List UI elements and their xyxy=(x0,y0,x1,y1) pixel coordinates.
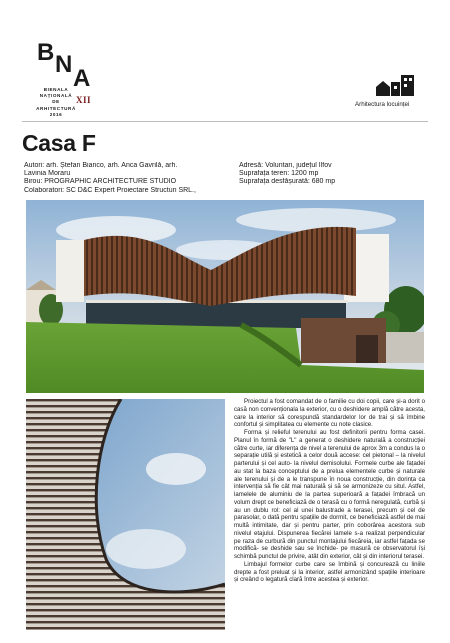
logo-line: BIENALA xyxy=(43,87,69,92)
address-line: Adresă: Voluntari, județul Ilfov xyxy=(239,162,332,169)
section-label: Arhitectura locuinței xyxy=(355,101,410,108)
logo-letter-b: B xyxy=(37,39,55,66)
project-credits xyxy=(24,162,229,195)
louvre-detail-photo xyxy=(26,399,225,630)
house-exterior-photo xyxy=(26,200,424,393)
logo-edition: XII xyxy=(76,95,92,105)
office-line: Birou: PROGRAPHIC ARCHITECTURE STUDIO xyxy=(24,178,177,186)
project-description xyxy=(234,398,425,584)
description-paragraph: Proiectul a fost comandat de o familie cu doi copii, care și-a dorit o casă non convenționala la exterior, cu o deshidere amplă către acesta, care la interior să corespundă standardelor lor de trai și să îmbine confortul și simplitatea cu elemente cu note clasice. xyxy=(234,398,425,429)
land-area-line: Suprafața teren: 1200 mp xyxy=(239,170,319,178)
description-paragraph: Limbajul formelor curbe care se îmbină și concurează cu liniile drepte a fost preluat și la interior, astfel armonizând spațiile interioare și creând o legatură clară între acestea și exterior. xyxy=(234,560,425,584)
logo-line: DE xyxy=(52,99,60,105)
collaborators-line: Colaboratori: SC D&C Expert Proiectare Structuri SRL., xyxy=(24,186,196,194)
description-paragraph: Forma și relieful terenului au fost definitorii pentru forma casei. Planul în formă de "L" a generat o deshidere naturală a construcției către curte, iar diferența de nivel a terenului de aprox 3m a condus la o separație utilă și estetică a celor două accese: cel pietonal – la nivelul parterului și cel auto- la nivelul demisolului. Formele curbe ale fațadei au stat la baza conceptului de a prelua elementele curbe și naturale ale terenului și de a le transpune în noua construcție, din dorința ca intervenția să fie cât mai naturală și să se armonizeze cu situl. Astfel, lamelele de aluminiu de la partea superioară a fațadei îmbracă un volum drept ce beneficiază de o terasă cu o formă neregulată, curbă și au un dublu rol: cel al unei balustrade a terasei, precum și cel de parasolar, o dată pentru spațiile de dormit, ce beneficiază astfel de mai multă intimitate, dar și pentru parter, prin coborârea acestora sub nivelul etajului. Dispunerea fiecărei lamele s-a realizat perpendicular pe raza de curbură din punctul montajului fiecăreia, iar astfel fațada se modifică- se deshide sau se închide- pe masură ce observatorul își schimbă punctul de privire, atât din exterior, cât și din interiorul terasei. xyxy=(234,429,425,560)
bna-logo-mark xyxy=(33,38,103,93)
logo-line: NAȚIONALĂ xyxy=(39,93,73,99)
project-title: Casa F xyxy=(22,130,96,156)
authors-line: Autori: arh. Ștefan Bianco, arh. Anca Gavrilă, arh. xyxy=(24,162,178,169)
bna-logo xyxy=(33,38,103,123)
logo-line: 2016 xyxy=(49,111,63,117)
header-divider xyxy=(22,121,428,122)
built-area-line: Suprafața desfășurată: 680 mp xyxy=(239,178,336,186)
house-icon xyxy=(376,74,414,96)
authors-line: Lavinia Moraru xyxy=(24,170,71,178)
logo-caption xyxy=(33,87,79,118)
logo-letter-a: A xyxy=(73,65,91,92)
logo-letter-n: N xyxy=(55,51,73,78)
logo-line: ARHITECTURĂ xyxy=(36,105,76,111)
project-facts xyxy=(239,162,419,187)
